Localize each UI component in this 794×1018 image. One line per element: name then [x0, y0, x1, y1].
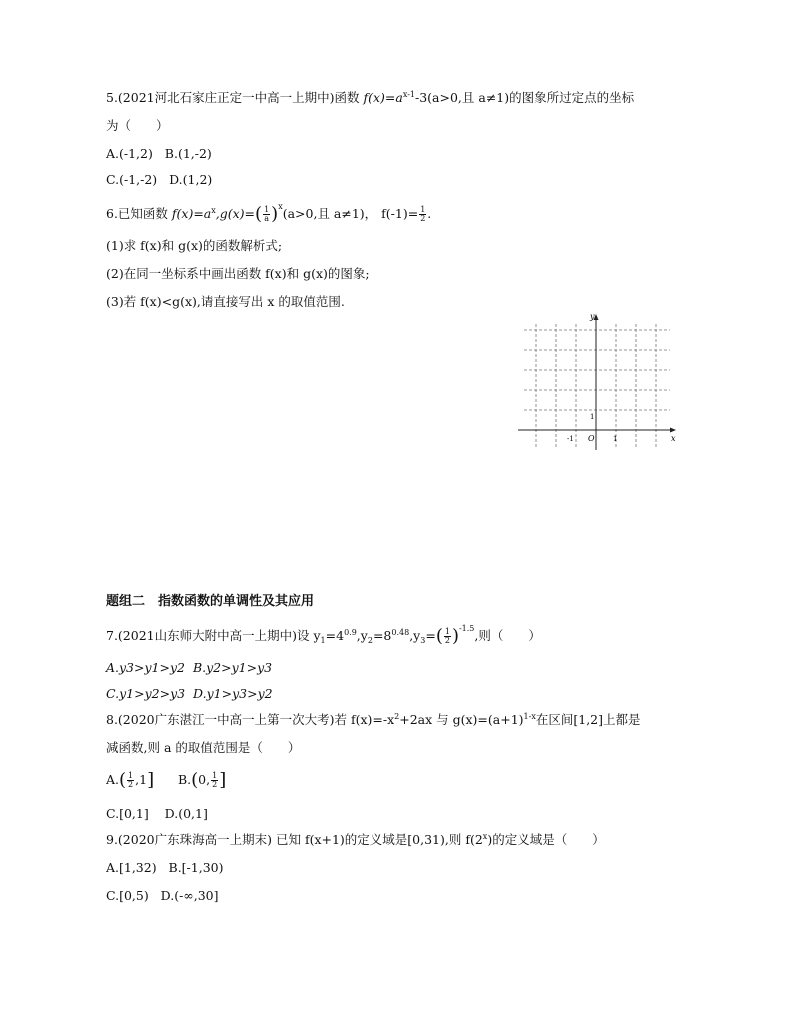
q5-option-d: D.(1,2) — [169, 172, 213, 187]
q8-options-ab — [106, 769, 227, 791]
q7-exp1: 0.9 — [344, 628, 357, 637]
q8-options-cd — [106, 806, 208, 822]
q8-exp: 1-x — [523, 712, 536, 721]
q8-option-b-label: B. — [177, 772, 192, 787]
q8-a-num: 1 — [128, 771, 134, 780]
q7-y3: ,y — [409, 628, 421, 643]
q7-y2-base: =8 — [372, 628, 392, 643]
q9-stem — [106, 832, 605, 848]
q7-exp2: 0.48 — [391, 628, 410, 637]
q6-value-num: 1 — [420, 205, 426, 214]
origin-label: O — [588, 434, 595, 443]
q5-stem-b: -3(a>0,且 a≠1)的图象所过定点的坐标 — [415, 90, 635, 105]
y-axis-label: y — [590, 312, 595, 321]
section-heading: 题组二 指数函数的单调性及其应用 — [106, 594, 315, 609]
q7-option-b: B.y2>y1>y3 — [192, 660, 273, 675]
q6-sub3: (3)若 f(x)<g(x),请直接写出 x 的取值范围. — [106, 294, 345, 309]
q8-b-den: 2 — [212, 780, 218, 789]
q7-fraction — [444, 628, 451, 645]
q8-a-den: 2 — [128, 780, 134, 789]
q7-option-a: A.y3>y1>y2 — [106, 660, 185, 675]
tick-label-x-1: 1 — [613, 435, 618, 443]
tick-label-y-1: 1 — [590, 413, 595, 421]
q8-option-d: D.(0,1] — [164, 806, 208, 821]
q6-base-num: 1 — [264, 205, 270, 214]
q6-g-exp: x — [278, 202, 283, 211]
q8-b-paren: ( — [191, 769, 199, 791]
q8-b-fraction — [211, 772, 218, 789]
q7-stem — [106, 624, 541, 647]
q6-fx: f(x)=a — [171, 206, 212, 221]
q5-option-c: C.(-1,-2) — [106, 172, 158, 187]
q7-frac-den: 2 — [444, 636, 450, 645]
q6-end: . — [427, 206, 432, 221]
q6-condition: (a>0,且 a≠1)， f(-1)= — [282, 206, 419, 221]
q7-exp3: -1.5 — [458, 624, 475, 633]
q5-options-cd — [106, 172, 212, 188]
q6-stem-a: 6.已知函数 — [106, 206, 172, 221]
q5-stem-line1 — [106, 90, 634, 106]
q8-b-lower: 0, — [198, 772, 211, 787]
q8-option-c: C.[0,1] — [106, 806, 149, 821]
q7-stem-a: 7.(2021山东师大附中高一上期中)设 y — [106, 628, 321, 643]
q9-exp: x — [482, 832, 488, 841]
q8-b-bracket: ] — [219, 769, 227, 791]
q8-stem-line2: 减函数,则 a 的取值范围是（ ） — [106, 740, 301, 755]
q8-square: 2 — [394, 712, 400, 721]
q8-b-num: 1 — [212, 771, 218, 780]
q9-stem-b: )的定义域是（ ） — [487, 832, 605, 847]
q9-options-cd — [106, 888, 218, 904]
q9-option-d: D.(-∞,30] — [160, 888, 219, 903]
q9-option-c: C.[0,5) — [106, 888, 149, 903]
q6-value-den: 2 — [420, 214, 426, 223]
q7-y2: ,y — [356, 628, 368, 643]
q8-a-fraction — [127, 772, 134, 789]
tick-label-x-neg1: -1 — [567, 435, 574, 443]
q8-stem-line1 — [106, 712, 641, 728]
q7-options-ab — [106, 660, 272, 676]
q7-y1-base: =4 — [325, 628, 345, 643]
q8-option-a-label: A. — [106, 772, 120, 787]
q6-gx: ,g(x)= — [215, 206, 256, 221]
q6-stem — [106, 202, 432, 225]
q8-stem-c: 在区间[1,2]上都是 — [535, 712, 641, 727]
q5-fx: f(x)=a — [363, 90, 403, 105]
q9-option-b: B.[-1,30) — [168, 860, 224, 875]
q7-sub1: 1 — [320, 636, 326, 645]
q7-option-c: C.y1>y2>y3 — [106, 686, 186, 701]
q7-sub2: 2 — [367, 636, 373, 645]
q5-options-ab — [106, 146, 212, 162]
q8-a-paren: ( — [119, 769, 127, 791]
q9-options-ab — [106, 860, 223, 876]
q6-paren-left: ( — [255, 203, 263, 225]
q6-value-fraction — [419, 206, 426, 223]
x-axis-arrow — [670, 428, 676, 433]
q7-eq: = — [425, 628, 436, 643]
q9-option-a: A.[1,32) — [106, 860, 157, 875]
q6-sub1: (1)求 f(x)和 g(x)的函数解析式; — [106, 238, 283, 253]
q7-sub3: 3 — [420, 636, 426, 645]
q7-option-d: D.y1>y3>y2 — [193, 686, 273, 701]
q6-paren-right: ) — [271, 203, 279, 225]
q9-stem-a: 9.(2020广东珠海高一上期末) 已知 f(x+1)的定义域是[0,31),则 f(2 — [106, 832, 483, 847]
q5-exp: x-1 — [402, 90, 415, 99]
coordinate-grid — [514, 310, 684, 452]
q7-end: ,则（ ） — [474, 628, 541, 643]
q7-paren-left: ( — [435, 625, 443, 647]
q8-stem-b: +2ax 与 g(x)=(a+1) — [399, 712, 524, 727]
q6-sub2: (2)在同一坐标系中画出函数 f(x)和 g(x)的图象; — [106, 266, 370, 281]
q7-paren-right: ) — [451, 625, 459, 647]
q6-base-den: a — [264, 214, 270, 223]
q7-frac-num: 1 — [444, 627, 450, 636]
q6-base-fraction — [263, 206, 270, 223]
grid-lines — [524, 324, 670, 448]
q8-a-bracket: ] — [147, 769, 155, 791]
q5-stem-line2: 为（ ） — [106, 118, 169, 133]
q6-fx-exp: x — [211, 206, 216, 215]
x-axis-label: x — [671, 434, 676, 443]
q5-option-a: A.(-1,2) — [106, 146, 153, 161]
q8-a-upper: ,1 — [135, 772, 148, 787]
q8-stem-a: 8.(2020广东湛江一中高一上第一次大考)若 f(x)=-x — [106, 712, 395, 727]
q7-options-cd — [106, 686, 273, 702]
q5-option-b: B.(1,-2) — [164, 146, 212, 161]
q5-stem-a: 5.(2021河北石家庄正定一中高一上期中)函数 — [106, 90, 364, 105]
